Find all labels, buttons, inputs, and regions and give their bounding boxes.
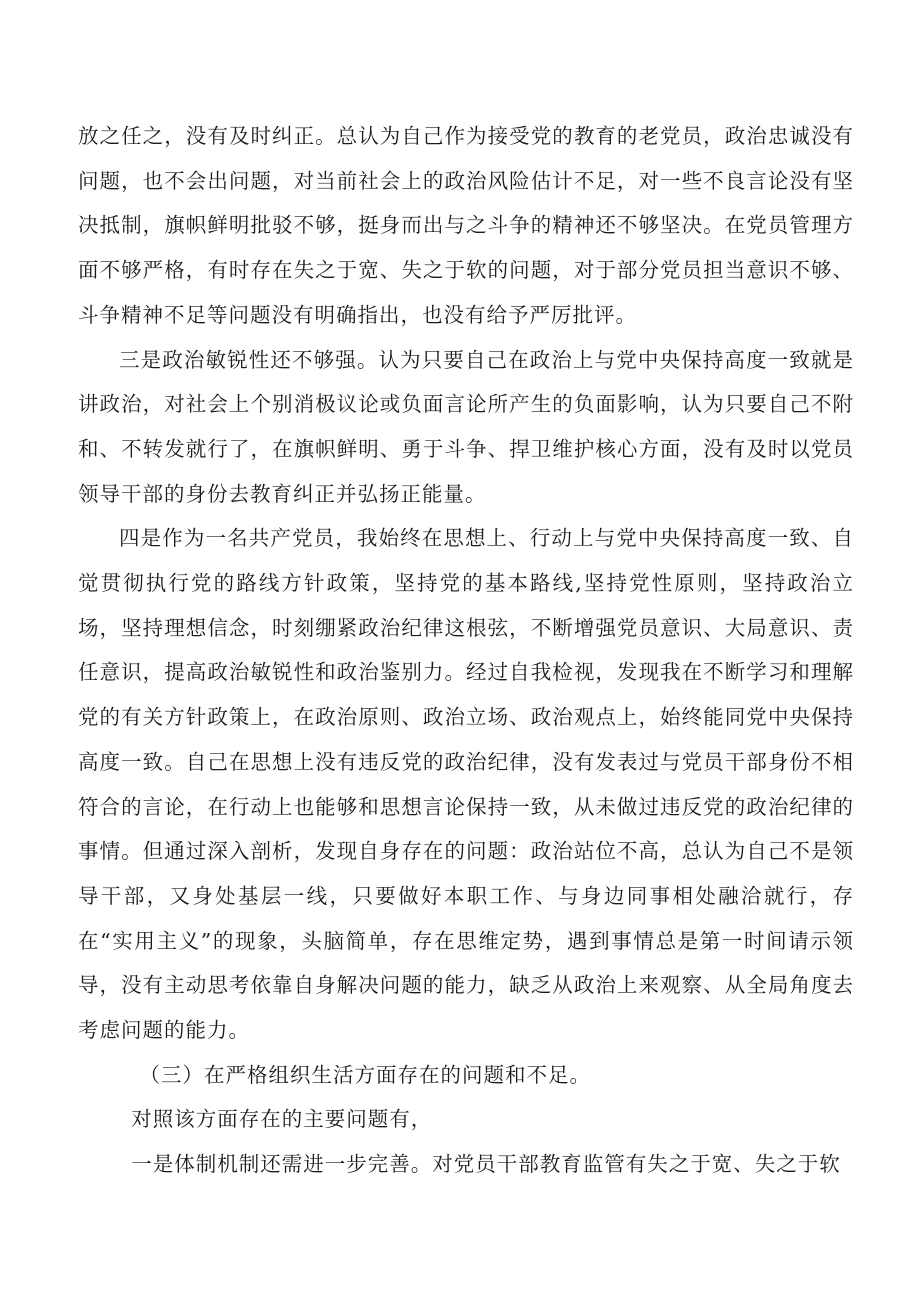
- paragraph-intro: 对照该方面存在的主要问题有，: [131, 1107, 433, 1132]
- paragraph-point-one: 一是体制机制还需进一步完善。对党员干部教育监管有失之于宽、失之于软: [131, 1152, 841, 1177]
- paragraph-continuation: 放之任之，没有及时纠正。总认为自己作为接受党的教育的老党员，政治忠诚没有问题，也不会出问题，对当前社会上的政治风险估计不足，对一些不良言论没有坚决抵制，旗帜鲜明批驳不够，挺身而出与之斗争的精神还不够坚决。在党员管理方面不够严格，有时存在失之于宽、失之于软的问题，对于部分党员担当意识不够、斗争精神不足等问题没有明确指出，也没有给予严厉批评。: [78, 124, 854, 327]
- paragraph-point-three: 三是政治敏锐性还不够强。认为只要自己在政治上与党中央保持高度一致就是讲政治，对社会上个别消极议论或负面言论所产生的负面影响，认为只要自己不附和、不转发就行了，在旗帜鲜明、勇于斗争、捍卫维护核心方面，没有及时以党员领导干部的身份去教育纠正并弘扬正能量。: [78, 347, 854, 506]
- paragraph-point-four: 四是作为一名共产党员，我始终在思想上、行动上与党中央保持高度一致、自觉贯彻执行党的路线方针政策，坚持党的基本路线,坚持党性原则，坚持政治立场，坚持理想信念，时刻绷紧政治纪律这根弦，不断增强党员意识、大局意识、责任意识，提高政治敏锐性和政治鉴别力。经过自我检视，发现我在不断学习和理解党的有关方针政策上，在政治原则、政治立场、政治观点上，始终能同党中央保持高度一致。自己在思想上没有违反党的政治纪律，没有发表过与党员干部身份不相符合的言论，在行动上也能够和思想言论保持一致，从未做过违反党的政治纪律的事情。但通过深入剖析，发现自身存在的问题：政治站位不高，总认为自己不是领导干部，又身处基层一线，只要做好本职工作、与身边同事相处融洽就行，存在“实用主义”的现象，头脑简单，存在思维定势，遇到事情总是第一时间请示领导，没有主动思考依靠自身解决问题的能力，缺乏从政治上来观察、从全局角度去考虑问题的能力。: [78, 526, 854, 1043]
- section-heading: （三）在严格组织生活方面存在的问题和不足。: [139, 1062, 591, 1087]
- document-body: [78, 114, 854, 1187]
